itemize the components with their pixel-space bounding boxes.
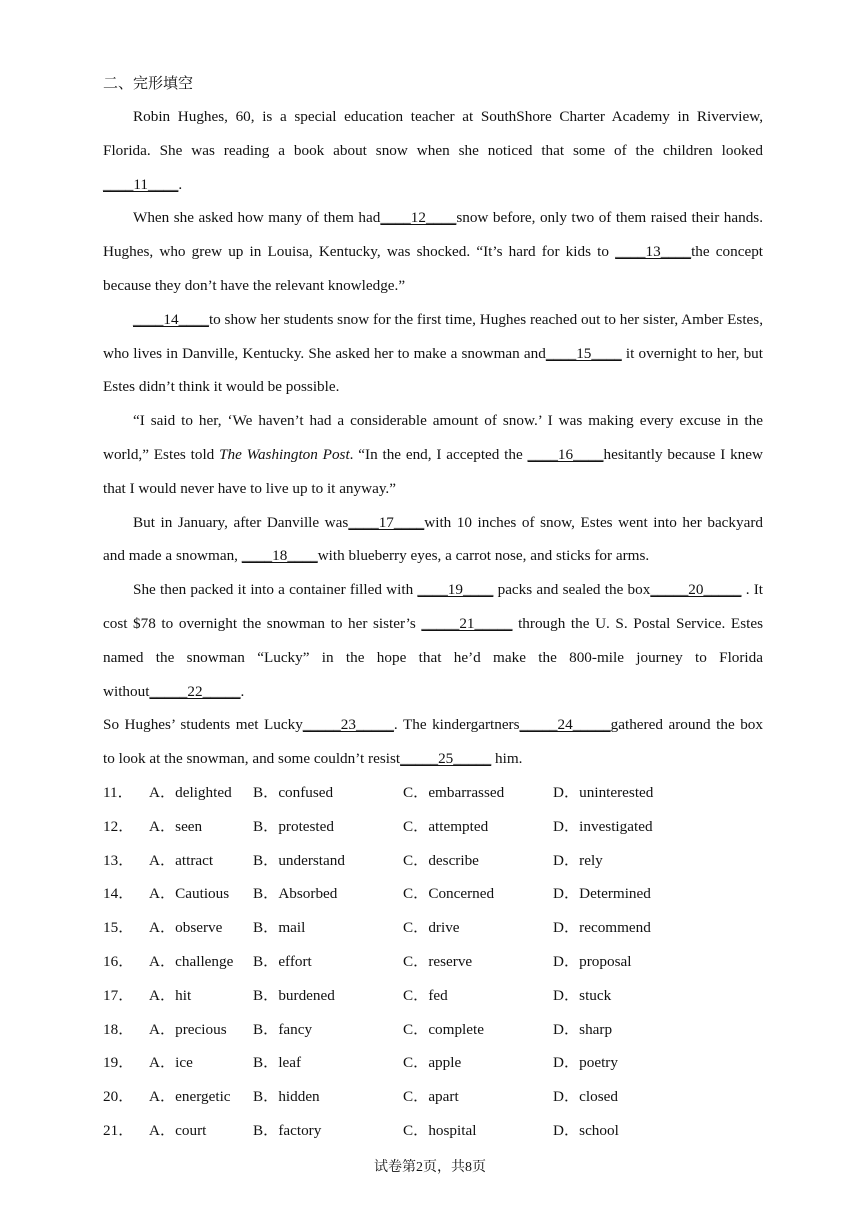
paragraph-5 [103, 506, 763, 574]
option-b: B．protested [253, 817, 334, 835]
option-c: C．apple [403, 1054, 462, 1072]
passage-text: . “In the end, I accepted the [349, 445, 528, 463]
question-number: 12． [103, 817, 134, 835]
question-number: 18． [103, 1020, 134, 1038]
passage-text: She then packed it into a container filled with [133, 581, 418, 599]
question-row [103, 1114, 763, 1148]
option-c: C．drive [403, 919, 460, 937]
question-number: 16． [103, 952, 134, 970]
option-c: C．complete [403, 1020, 484, 1038]
passage-text: gathered around the box to look at the snowman, and some couldn’t resist [103, 716, 763, 768]
option-d: D．stuck [553, 986, 612, 1004]
blank-22: _____22_____ [149, 682, 241, 700]
passage-text: him. [491, 750, 523, 768]
option-d: D．school [553, 1121, 619, 1139]
question-number: 20． [103, 1088, 134, 1106]
question-number: 17． [103, 986, 134, 1004]
passage-text: it overnight to her, but Estes didn’t think it would be possible. [103, 344, 763, 396]
blank-11: ____11____ [103, 175, 179, 193]
paragraph-6 [103, 573, 763, 708]
option-c: C．reserve [403, 952, 473, 970]
question-number: 14． [103, 885, 134, 903]
option-b: B．fancy [253, 1020, 313, 1038]
passage-text: packs and sealed the box [493, 581, 651, 599]
option-c: C．hospital [403, 1121, 477, 1139]
blank-23: _____23_____ [302, 716, 394, 734]
option-a: A．Cautious [149, 885, 230, 903]
option-b: B．mail [253, 919, 306, 937]
option-b: B．understand [253, 851, 345, 869]
paragraph-2 [103, 201, 763, 302]
blank-19: ____19____ [417, 581, 494, 599]
option-b: B．burdened [253, 986, 335, 1004]
blank-17: ____17____ [348, 513, 425, 531]
option-b: B．hidden [253, 1088, 320, 1106]
passage-text: So Hughes’ students met Lucky [103, 716, 303, 734]
blank-25: _____25_____ [400, 750, 492, 768]
question-row [103, 945, 763, 979]
option-a: A．delighted [149, 783, 232, 801]
question-row [103, 911, 763, 945]
passage-text: When she asked how many of them had [133, 209, 381, 227]
option-a: A．observe [149, 919, 223, 937]
blank-20: _____20_____ [650, 581, 742, 599]
exam-page [103, 66, 763, 1148]
passage-text: . The kindergartners [393, 716, 520, 734]
question-number: 11． [103, 783, 133, 801]
question-number: 19． [103, 1054, 134, 1072]
question-number: 21． [103, 1121, 134, 1139]
option-a: A．precious [149, 1020, 227, 1038]
blank-18: ____18____ [241, 547, 318, 565]
option-a: A．court [149, 1121, 207, 1139]
paragraph-3 [103, 303, 763, 404]
passage-text: “I said to her, ‘We haven’t had a considerable amount of snow.’ I was making every excuse in the world,” Estes told [103, 412, 763, 463]
option-b: B．effort [253, 952, 312, 970]
question-row [103, 776, 763, 810]
question-number: 15． [103, 919, 134, 937]
option-d: D．poetry [553, 1054, 618, 1072]
question-number: 13． [103, 851, 134, 869]
option-b: B．confused [253, 783, 334, 801]
option-c: C．describe [403, 851, 479, 869]
blank-13: ____13____ [615, 243, 692, 261]
option-d: D．investigated [553, 817, 653, 835]
passage-text: But in January, after Danville was [133, 513, 349, 531]
passage-text: Robin Hughes, 60, is a special education teacher at SouthShore Charter Academy in Riverview, Florida. She was reading a book about snow when she noticed that some of the children looked [103, 108, 763, 159]
option-d: D．sharp [553, 1020, 613, 1038]
passage-text: . [240, 682, 245, 700]
option-d: D．Determined [553, 885, 651, 903]
option-c: C．embarrassed [403, 783, 505, 801]
option-c: C．Concerned [403, 885, 495, 903]
newspaper-title: The Washington Post [219, 445, 350, 463]
question-row [103, 1013, 763, 1047]
option-a: A．hit [149, 986, 192, 1004]
passage-text: . [178, 175, 183, 193]
option-a: A．seen [149, 817, 203, 835]
passage-text: hesitantly because I knew that I would never have to live up to it anyway.” [103, 445, 763, 497]
blank-21: _____21_____ [421, 614, 513, 632]
option-d: D．recommend [553, 919, 651, 937]
option-d: D．closed [553, 1088, 618, 1106]
option-a: A．attract [149, 851, 214, 869]
option-c: C．attempted [403, 817, 489, 835]
paragraph-1 [103, 100, 763, 201]
paragraph-7 [103, 708, 763, 776]
question-row [103, 1046, 763, 1080]
question-row [103, 877, 763, 911]
option-b: B．Absorbed [253, 885, 338, 903]
option-d: D．rely [553, 851, 603, 869]
question-row [103, 810, 763, 844]
question-row [103, 844, 763, 878]
passage-text: through the U. S. Postal Service. Estes named the snowman “Lucky” in the hope that he’d make the 800-mile journey to Florida without [103, 614, 763, 700]
option-c: C．apart [403, 1088, 459, 1106]
option-d: D．proposal [553, 952, 632, 970]
option-a: A．energetic [149, 1088, 231, 1106]
option-a: A．challenge [149, 952, 234, 970]
section-title: 二、完形填空 [103, 74, 194, 92]
passage-text: to show her students snow for the first time, Hughes reached out to her sister, Amber Estes, who lives in Danville, Kentucky. She asked her to make a snowman and [103, 310, 763, 362]
passage-text: with 10 inches of snow, Estes went into her backyard and made a snowman, [103, 513, 764, 565]
passage-text: with blueberry eyes, a carrot nose, and sticks for arms. [317, 547, 650, 565]
question-list [103, 776, 763, 1148]
blank-14: ____14____ [133, 310, 209, 328]
option-d: D．uninterested [553, 783, 654, 801]
blank-24: _____24_____ [519, 716, 611, 734]
passage-text: the concept because they don’t have the relevant knowledge.” [103, 243, 764, 294]
blank-12: ____12____ [380, 209, 457, 227]
page-footer: 试卷第2页，共8页 [374, 1160, 486, 1175]
paragraph-4 [103, 404, 763, 505]
option-b: B．factory [253, 1121, 322, 1139]
passage-text: . It cost $78 to overnight the snowman to her sister’s [103, 581, 763, 632]
passage-text: snow before, only two of them raised their hands. Hughes, who grew up in Louisa, Kentucky, was shocked. “It’s hard for kids to [103, 209, 764, 261]
option-b: B．leaf [253, 1054, 302, 1072]
question-row [103, 1080, 763, 1114]
blank-15: ____15____ [545, 344, 622, 362]
question-row [103, 979, 763, 1013]
option-a: A．ice [149, 1054, 193, 1072]
blank-16: ____16____ [527, 445, 604, 463]
option-c: C．fed [403, 986, 448, 1004]
